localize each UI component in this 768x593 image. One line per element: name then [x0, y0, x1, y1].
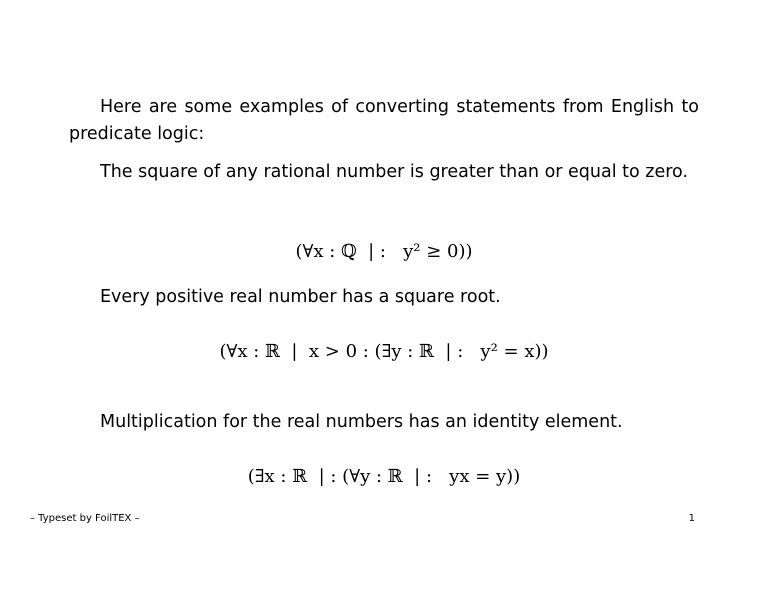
- example-statement-2: Every positive real number has a square root.: [100, 287, 501, 307]
- page-number: 1: [688, 513, 695, 524]
- intro-paragraph: [69, 94, 699, 148]
- example-formula-3: (∃x : ℝ | : (∀y : ℝ | : yx = y)): [247, 466, 521, 487]
- example-statement-3: Multiplication for the real numbers has an identity element.: [100, 412, 623, 432]
- example-statement-1: The square of any rational number is greater than or equal to zero.: [100, 162, 689, 182]
- example-formula-1: (∀x : ℚ | : y² ≥ 0)): [295, 241, 473, 262]
- footer-typeset-note: – Typeset by FoilTEX –: [30, 513, 140, 524]
- intro-text: Here are some examples of converting statements from English to predicate logic:: [69, 97, 699, 144]
- example-formula-2: (∀x : ℝ | x > 0 : (∃y : ℝ | : y² = x)): [219, 341, 549, 362]
